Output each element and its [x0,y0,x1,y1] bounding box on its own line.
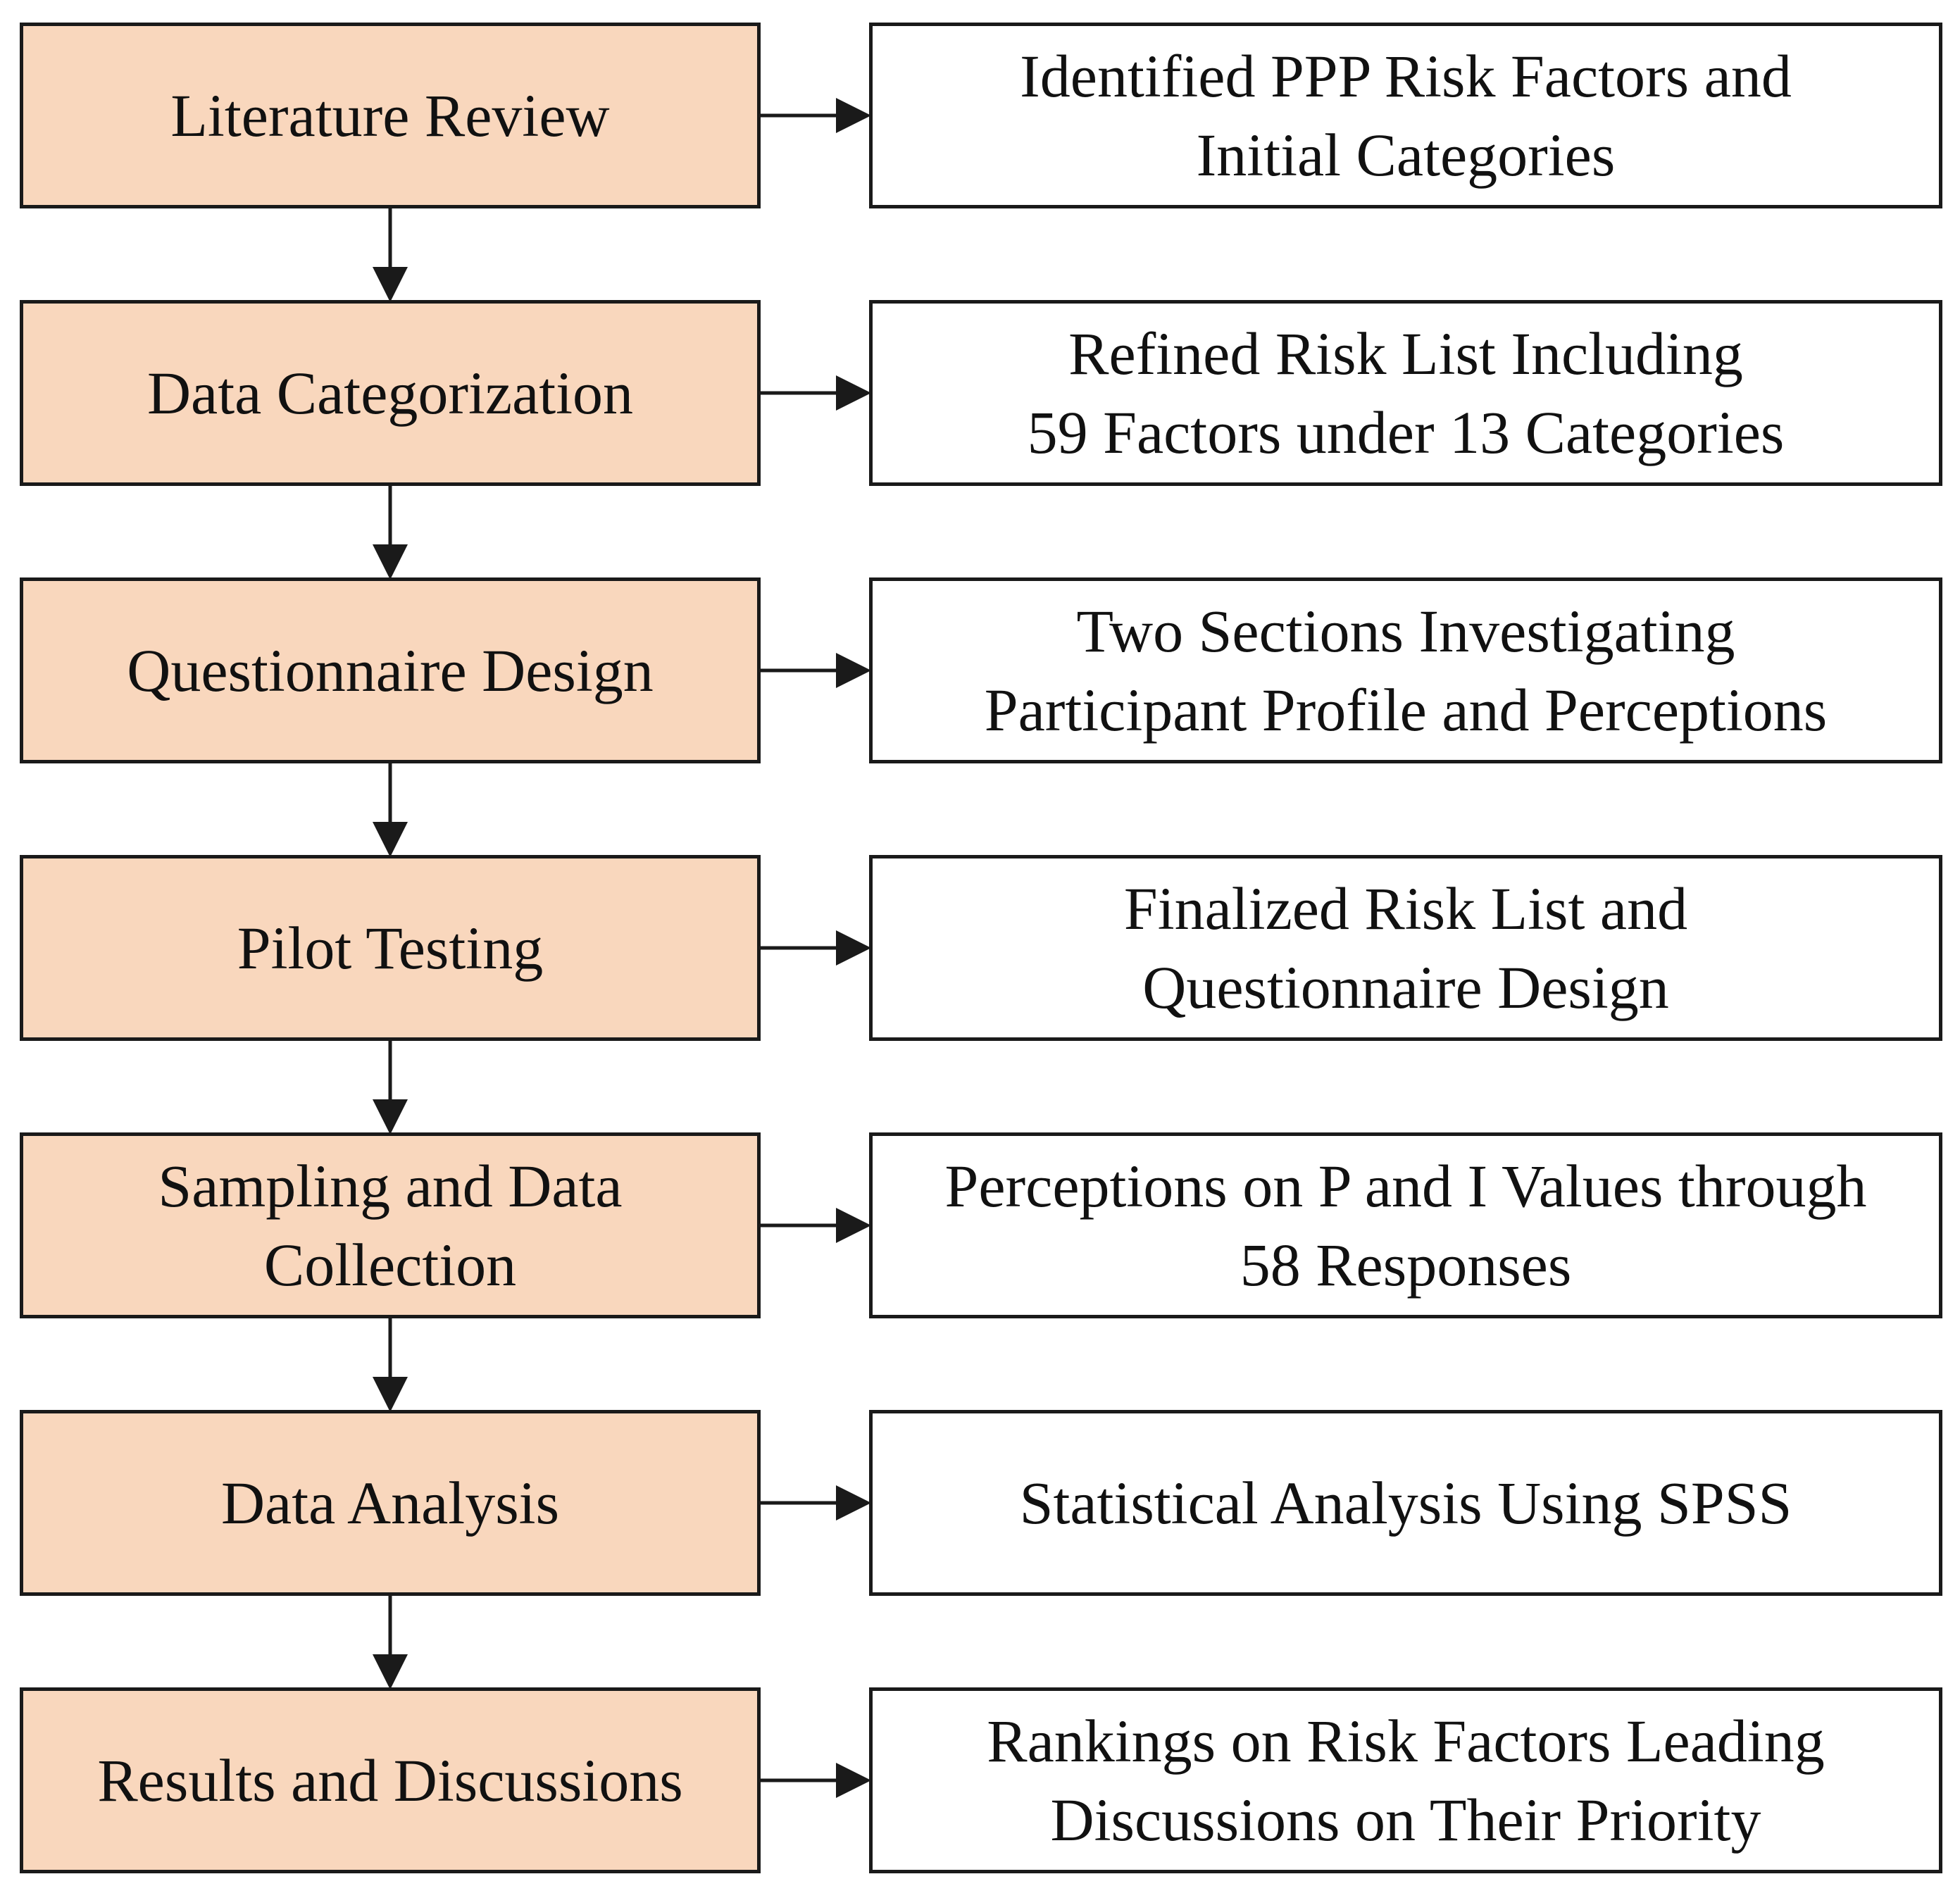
outcome-pilot-testing [869,855,1942,1041]
step-label: Sampling and Data Collection [158,1152,623,1299]
step-questionnaire-design [20,577,761,763]
outcome-sampling-and-data-collection [869,1132,1942,1318]
step-literature-review [20,23,761,208]
step-results-and-discussions [20,1687,761,1873]
step-label: Data Analysis [220,1469,560,1537]
outcome-data-categorization [869,300,1942,486]
step-label: Results and Discussions [97,1747,683,1814]
outcome-label: Perceptions on P and I Values through 58 Responses [944,1152,1867,1299]
step-data-analysis [20,1410,761,1596]
outcome-questionnaire-design [869,577,1942,763]
outcome-label: Statistical Analysis Using SPSS [1019,1469,1792,1537]
outcome-literature-review [869,23,1942,208]
step-label: Questionnaire Design [127,637,654,704]
step-label: Data Categorization [146,359,634,427]
step-label: Pilot Testing [237,914,544,982]
step-pilot-testing [20,855,761,1041]
outcome-results-and-discussions [869,1687,1942,1873]
outcome-data-analysis [869,1410,1942,1596]
outcome-label: Rankings on Risk Factors Leading Discussions on Their Priority [987,1707,1825,1854]
outcome-label: Identified PPP Risk Factors and Initial Categories [1020,42,1792,189]
outcome-label: Refined Risk List Including 59 Factors under 13 Categories [1027,320,1785,466]
step-data-categorization [20,300,761,486]
step-sampling-and-data-collection [20,1132,761,1318]
step-label: Literature Review [170,82,610,149]
outcome-label: Two Sections Investigating Participant Profile and Perceptions [984,597,1828,744]
outcome-label: Finalized Risk List and Questionnaire Design [1123,875,1688,1021]
